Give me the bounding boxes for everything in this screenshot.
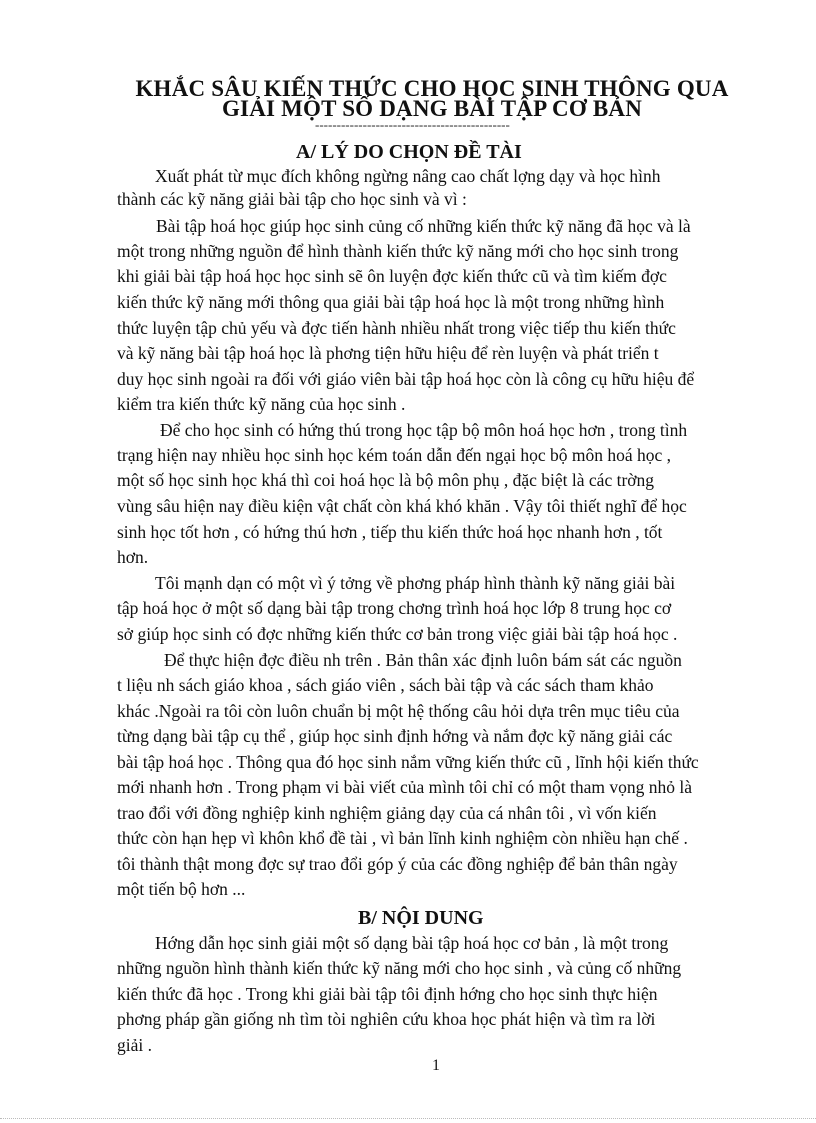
text-line: Để thực hiện đợc điều nh trên . Bản thân xác định luôn bám sát các nguồn: [164, 650, 682, 670]
document-title-line-2: GIẢI MỘT SỐ DẠNG BÀI TẬP CƠ BẢN: [221, 96, 643, 121]
text-line: thành các kỹ năng giải bài tập cho học sinh và vì :: [117, 189, 467, 209]
text-line: phơng pháp gần giống nh tìm tòi nghiên cứu khoa học phát hiện và tìm ra lời: [117, 1009, 656, 1029]
section-a-heading: A/ LÝ DO CHỌN ĐỀ TÀI: [296, 141, 522, 163]
text-line: một tiến bộ hơn ...: [117, 879, 246, 899]
text-line: Để cho học sinh có hứng thú trong học tập bộ môn hoá học hơn , trong tình: [160, 420, 688, 440]
text-line: và kỹ năng bài tập hoá học là phơng tiện hữu hiệu để rèn luyện và phát triển t: [117, 343, 659, 363]
text-line: khác .Ngoài ra tôi còn luôn chuẩn bị một hệ thống câu hỏi dựa trên mục tiêu của: [117, 701, 680, 721]
text-line: Hớng dẫn học sinh giải một số dạng bài tập hoá học cơ bản , là một trong: [155, 933, 669, 953]
text-line: tôi thành thật mong đợc sự trao đổi góp ý của các đồng nghiệp để bản thân ngày: [117, 854, 678, 874]
text-line: từng dạng bài tập cụ thể , giúp học sinh định hớng và nắm đợc kỹ năng giải các: [117, 726, 673, 746]
text-line: t liệu nh sách giáo khoa , sách giáo viên , sách bài tập và các sách tham khảo: [117, 675, 654, 695]
title-rule: ---------------------------------------------: [315, 117, 510, 132]
text-line: khi giải bài tập hoá học học sinh sẽ ôn luyện đợc kiến thức cũ và tìm kiếm đợc: [117, 266, 667, 286]
page-number: 1: [432, 1057, 440, 1074]
text-line: mới nhanh hơn . Trong phạm vi bài viết của mình tôi chỉ có một tham vọng nhỏ là: [117, 777, 693, 797]
text-line: bài tập hoá học . Thông qua đó học sinh nắm vững kiến thức cũ , lĩnh hội kiến thức: [117, 752, 699, 772]
text-line: vùng sâu hiện nay điều kiện vật chất còn khá khó khăn . Vậy tôi thiết nghĩ để học: [117, 496, 687, 516]
text-line: kiểm tra kiến thức kỹ năng của học sinh .: [117, 394, 406, 414]
text-line: kiến thức đã học . Trong khi giải bài tập tôi định hớng cho học sinh thực hiện: [117, 984, 658, 1004]
text-line: sinh học tốt hơn , có hứng thú hơn , tiếp thu kiến thức hoá học nhanh hơn , tốt: [117, 522, 663, 542]
text-line: thức còn hạn hẹp vì khôn khổ đề tài , vì bản lĩnh kinh nghiệm còn nhiều hạn chế .: [117, 828, 688, 848]
page-bottom-divider: [0, 1118, 816, 1119]
text-line: Bài tập hoá học giúp học sinh củng cố những kiến thức kỹ năng đã học và là: [156, 216, 691, 236]
document-title-line-1: KHẮC SÂU KIẾN THỨC CHO HỌC SINH THÔNG QUA: [135, 76, 729, 101]
text-line: trạng hiện nay nhiều học sinh học kém toán dẫn đến ngại học bộ môn hoá học ,: [117, 445, 672, 465]
section-b-heading: B/ NỘI DUNG: [358, 907, 484, 929]
text-line: một số học sinh học khá thì coi hoá học là bộ môn phụ , đặc biệt là các trờng: [117, 470, 655, 490]
text-line: tập hoá học ở một số dạng bài tập trong chơng trình hoá học lớp 8 trung học cơ: [117, 598, 672, 618]
text-line: kiến thức kỹ năng mới thông qua giải bài tập hoá học là một trong những hình: [117, 292, 665, 312]
text-line: trao đổi với đồng nghiệp kinh nghiệm giảng dạy của cá nhân tôi , vì vốn kiến: [117, 803, 657, 823]
text-line: giải .: [117, 1035, 152, 1055]
text-line: hơn.: [117, 547, 149, 567]
text-line: thức luyện tập chủ yếu và đợc tiến hành nhiều nhất trong việc tiếp thu kiến thức: [117, 318, 676, 338]
text-line: Xuất phát từ mục đích không ngừng nâng cao chất lợng dạy và học hình: [155, 166, 661, 186]
text-line: Tôi mạnh dạn có một vì ý tởng về phơng pháp hình thành kỹ năng giải bài: [155, 573, 676, 593]
text-line: một trong những nguồn để hình thành kiến thức kỹ năng mới cho học sinh trong: [117, 241, 679, 261]
text-line: những nguồn hình thành kiến thức kỹ năng mới cho học sinh , và củng cố những: [117, 958, 682, 978]
text-line: duy học sinh ngoài ra đối với giáo viên bài tập hoá học còn là công cụ hữu hiệu để: [117, 369, 695, 389]
text-line: sở giúp học sinh có đợc những kiến thức cơ bản trong việc giải bài tập hoá học .: [117, 624, 678, 644]
